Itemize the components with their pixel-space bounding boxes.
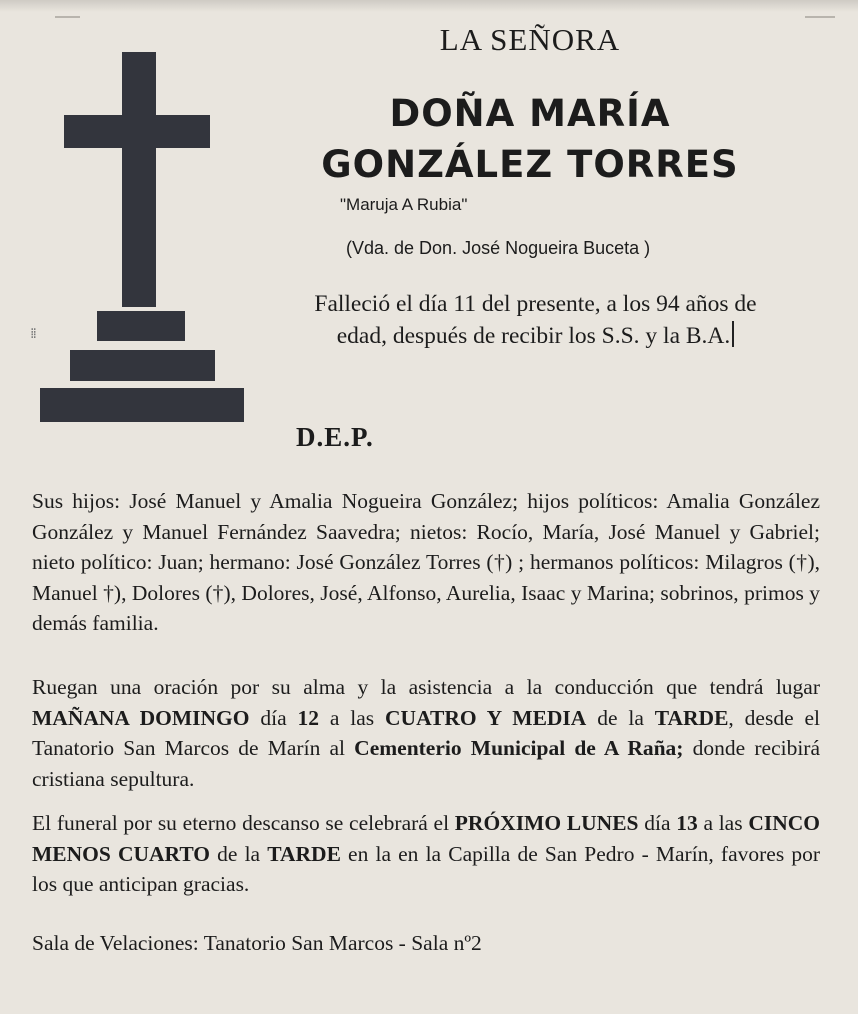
conduction-cemetery: Cementerio Municipal de A Raña; [354, 736, 684, 760]
death-line-2-text: edad, después de recibir los S.S. y la B.A. [336, 323, 731, 349]
cross-horizontal-beam [64, 115, 210, 148]
death-line-2 [258, 320, 813, 352]
conduction-period: TARDE [654, 705, 729, 730]
nickname: "Maruja A Rubia" [340, 195, 468, 214]
conduction-paragraph [32, 672, 820, 794]
conduction-text-5: , desde el Tanatorio San Marcos de Marín al [32, 705, 820, 760]
ruler-mark-left [55, 16, 80, 18]
text-cursor [732, 321, 734, 347]
page-top-edge [0, 0, 858, 12]
conduction-day: MAÑANA DOMINGO [32, 705, 250, 730]
death-line-1: Falleció el día 11 del presente, a los 94 años de [314, 291, 757, 317]
conduction-time: CUATRO Y MEDIA [385, 705, 587, 730]
funeral-text-2: día [638, 811, 677, 835]
death-statement[interactable] [258, 288, 813, 352]
drag-handle-icon[interactable]: ⁞⁞ [30, 326, 35, 342]
cross-vertical-beam [122, 52, 156, 307]
cross-base-step-3 [40, 388, 244, 422]
funeral-day: PRÓXIMO LUNES [454, 811, 639, 835]
conduction-text-2: día [249, 705, 298, 730]
funeral-text-1: El funeral por su eterno descanso se celebrará el [32, 811, 455, 835]
conduction-text-1: Ruegan una oración por su alma y la asistencia a la conducción que tendrá lugar [32, 675, 820, 699]
deceased-name-line-1: DOÑA MARÍA [389, 92, 671, 135]
conduction-text-6: donde recibirá cristiana sepultura. [32, 736, 821, 791]
funeral-period: TARDE [267, 841, 341, 866]
funeral-time: CINCO MENOS CUARTO [32, 811, 820, 866]
deceased-name-line-2: GONZÁLEZ TORRES [321, 143, 739, 186]
funeral-paragraph [32, 808, 820, 900]
widow-of: (Vda. de Don. José Nogueira Buceta ) [346, 238, 651, 258]
funeral-text-3: a las [697, 811, 749, 835]
cross-base-step-1 [97, 311, 185, 341]
conduction-text-4: de la [586, 705, 655, 730]
funeral-text-5: en la en la Capilla de San Pedro - Marín, favores por los que anticipan gracias. [32, 841, 820, 896]
wake-room: Sala de Velaciones: Tanatorio San Marcos - Sala nº2 [32, 931, 482, 955]
funeral-date: 13 [676, 811, 698, 835]
conduction-date: 12 [297, 705, 319, 730]
heading: LA SEÑORA [439, 22, 621, 57]
dep-label: D.E.P. [296, 422, 374, 452]
conduction-text-3: a las [319, 705, 386, 730]
funeral-text-4: de la [210, 841, 268, 866]
ruler-mark-right [805, 16, 835, 18]
cross-base-step-2 [70, 350, 215, 381]
family-paragraph: Sus hijos: José Manuel y Amalia Nogueira González; hijos políticos: Amalia González González y Manuel Fernández Saavedra; nietos: Rocío, María, José Manuel y Gabriel; nieto político: Juan; hermano: José González Torres (†) ; hermanos políticos: Milagros (†), Manuel †), Dolores (†), Dolores, José, Alfonso, Aurelia, Isaac y Marina; sobrinos, primos y demás familia. [32, 489, 820, 635]
